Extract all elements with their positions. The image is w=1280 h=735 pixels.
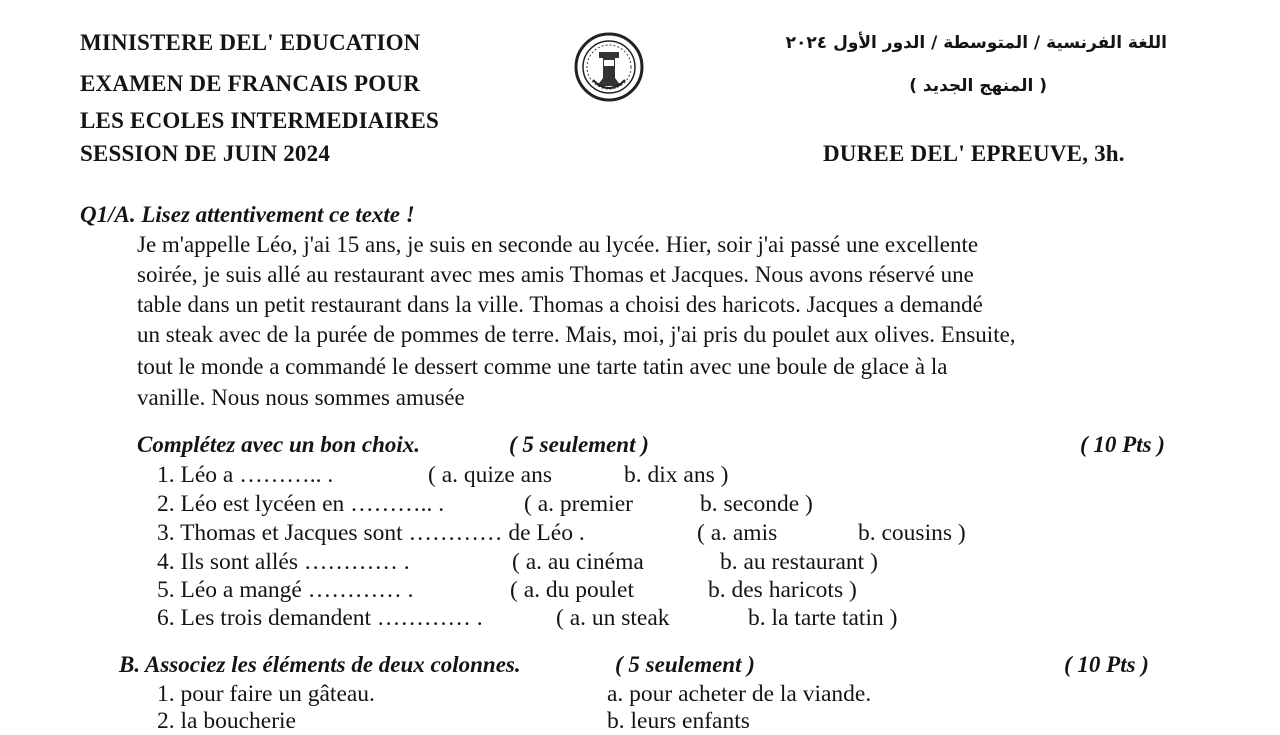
question-2-option-b: b. seconde ) <box>700 491 813 517</box>
question-6-option-b: b. la tarte tatin ) <box>748 605 898 631</box>
completez-title: Complétez avec un bon choix. <box>137 432 421 457</box>
associez-note: ( 5 seulement ) <box>615 652 755 677</box>
header-session: SESSION DE JUIN 2024 <box>80 141 331 166</box>
question-2-option-a: ( a. premier <box>524 491 633 517</box>
passage-line-3: table dans un petit restaurant dans la ville. Thomas a choisi des haricots. Jacques a demandé <box>137 292 983 317</box>
question-2: 2. Léo est lycéen en ……….. . <box>157 491 445 517</box>
question-5-option-b: b. des haricots ) <box>708 577 857 603</box>
question-4-option-b: b. au restaurant ) <box>720 549 878 575</box>
associez-left-2: 2. la boucherie <box>157 708 296 734</box>
question-3-option-a: ( a. amis <box>697 520 778 546</box>
header-schools: LES ECOLES INTERMEDIAIRES <box>80 108 440 133</box>
passage-line-2: soirée, je suis allé au restaurant avec mes amis Thomas et Jacques. Nous avons réservé une <box>137 262 974 287</box>
associez-left-1: 1. pour faire un gâteau. <box>157 681 375 707</box>
associez-points: ( 10 Pts ) <box>1064 652 1149 677</box>
passage-line-5: tout le monde a commandé le dessert comme une tarte tatin avec une boule de glace à la <box>137 354 948 379</box>
header-exam: EXAMEN DE FRANCAIS POUR <box>80 71 421 96</box>
associez-title: B. Associez les éléments de deux colonnes. <box>119 652 521 677</box>
ministry-seal-icon <box>573 30 645 104</box>
question-3: 3. Thomas et Jacques sont ………… de Léo . <box>157 520 585 546</box>
question-1-option-b: b. dix ans ) <box>624 462 729 488</box>
header-arabic-subject: اللغة الفرنسية / المتوسطة / الدور الأول ٢٠٢٤ <box>785 33 1167 53</box>
question-1: 1. Léo a ……….. . <box>157 462 334 488</box>
header-duration: DUREE DEL' EPREUVE, 3h. <box>823 141 1125 166</box>
question-6: 6. Les trois demandent ………… . <box>157 605 483 631</box>
question-5-option-a: ( a. du poulet <box>510 577 634 603</box>
header-ministry: MINISTERE DEL' EDUCATION <box>80 30 421 55</box>
question-4-option-a: ( a. au cinéma <box>512 549 644 575</box>
associez-right-2: b. leurs enfants <box>607 708 750 734</box>
header-arabic-curriculum: ( المنهج الجديد ) <box>909 76 1047 96</box>
q1a-title: Q1/A. Lisez attentivement ce texte ! <box>80 202 415 227</box>
associez-right-1: a. pour acheter de la viande. <box>607 681 872 707</box>
question-4: 4. Ils sont allés ………… . <box>157 549 410 575</box>
question-6-option-a: ( a. un steak <box>556 605 670 631</box>
question-3-option-b: b. cousins ) <box>858 520 966 546</box>
question-1-option-a: ( a. quize ans <box>428 462 552 488</box>
passage-line-4: un steak avec de la purée de pommes de terre. Mais, moi, j'ai pris du poulet aux olives. Ensuite, <box>137 322 1016 347</box>
passage-line-1: Je m'appelle Léo, j'ai 15 ans, je suis en seconde au lycée. Hier, soir j'ai passé une excellente <box>137 232 979 257</box>
question-5: 5. Léo a mangé ………… . <box>157 577 414 603</box>
completez-points: ( 10 Pts ) <box>1080 432 1165 457</box>
completez-note: ( 5 seulement ) <box>509 432 649 457</box>
passage-line-6: vanille. Nous nous sommes amusée <box>137 385 465 410</box>
